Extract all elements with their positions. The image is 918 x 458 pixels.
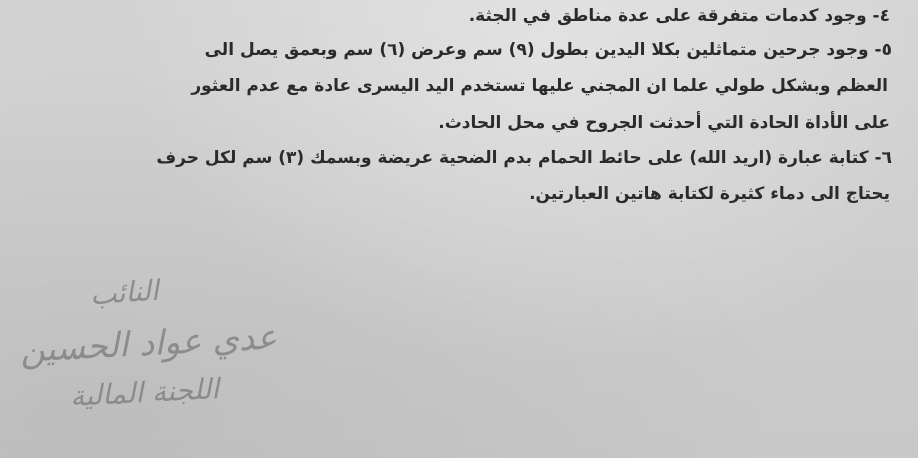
signature-title: النائب	[88, 273, 160, 312]
signature-stamp	[19, 273, 278, 426]
signature-committee: اللجنة المالية	[69, 372, 220, 413]
signature-name: عدي عواد الحسين	[19, 317, 278, 371]
item-4-line: ٤- وجود كدمات متفرقة على عدة مناطق في الجثة.	[468, 6, 890, 26]
item-6-line-2: يحتاج الى دماء كثيرة لكتابة هاتين العبارتين.	[529, 184, 890, 204]
item-6-line-1: ٦- كتابة عبارة (اريد الله) على حائط الحمام بدم الضحية عريضة وبسمك (٣) سم لكل حرف	[156, 148, 892, 168]
item-5-line-3: على الأداة الحادة التي أحدثت الجروح في محل الحادث.	[438, 113, 890, 133]
item-5-line-2: العظم وبشكل طولي علما ان المجني عليها تستخدم اليد اليسرى عادة مع عدم العثور	[191, 76, 888, 96]
item-5-line-1: ٥- وجود جرحين متماثلين بكلا اليدين بطول (٩) سم وعرض (٦) سم وبعمق يصل الى	[204, 40, 892, 60]
